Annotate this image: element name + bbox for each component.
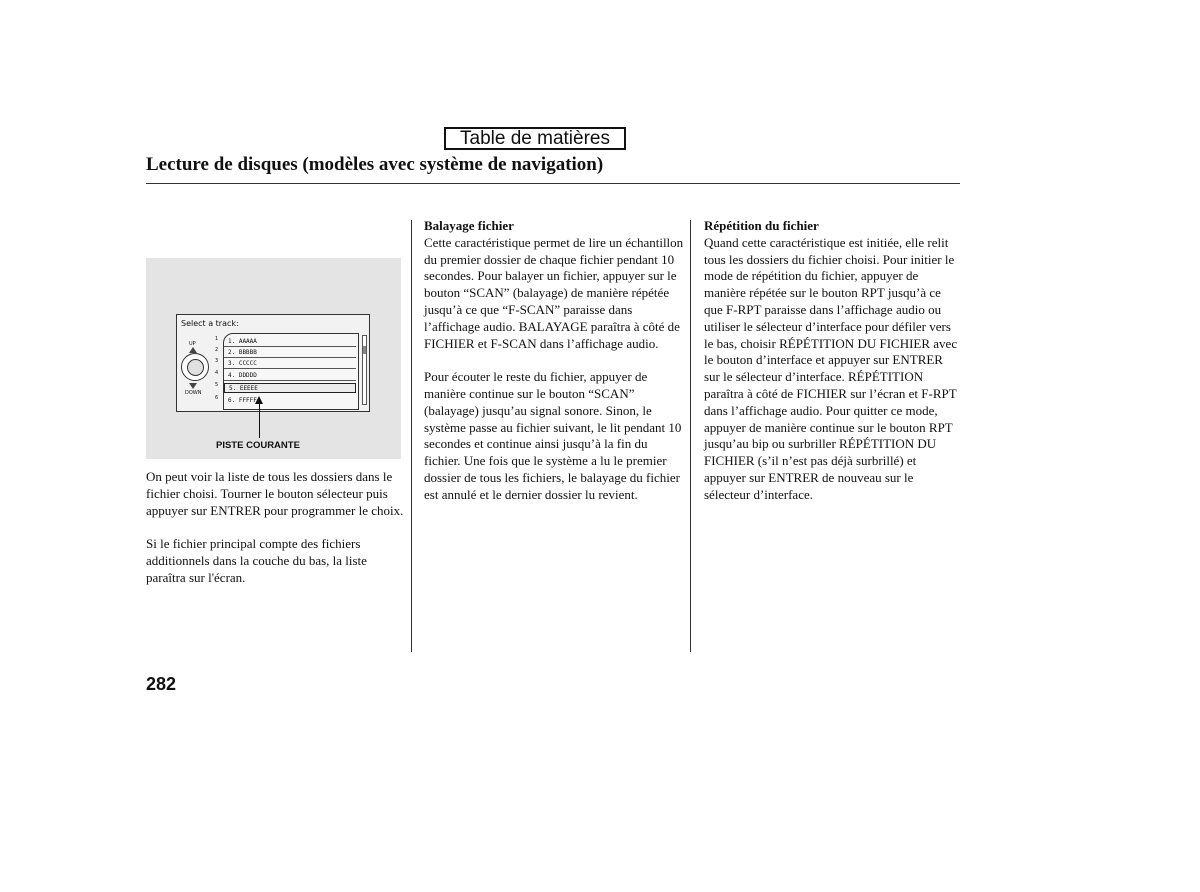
page-number: 282 <box>146 674 177 694</box>
side-number: 1 <box>215 336 219 342</box>
column-left <box>146 469 404 603</box>
up-label: UP <box>189 341 196 347</box>
screen-header: Select a track: <box>181 319 239 328</box>
track-item[interactable]: 6. FFFFF <box>228 397 257 404</box>
current-track-callout: PISTE COURANTE <box>216 440 300 451</box>
body-paragraph: Cette caractéristique permet de lire un échantillon du premier dossier de chaque fichier pendant 10 secondes. Pour balayer un fichier, appuyer sur le bouton “SCAN” (balayage) de manière répétée jusqu’à ce que “F-SCAN” paraisse dans l’affichage audio. BALAYAGE paraîtra à côté de FICHIER et F-SCAN dans l’affichage audio. <box>424 234 684 351</box>
track-item[interactable]: 2. BBBBB <box>224 348 356 358</box>
body-paragraph: Quand cette caractéristique est initiée, elle relit tous les dossiers du fichier choisi. Pour initier le mode de répétition du fichier, appuyer de manière répétée sur le bouton RPT jusqu’à ce que F-RPT paraisse dans l’affichage audio ou utiliser le sélecteur d’interface pour défiler vers le bas, choisir RÉPÉTITION DU FICHIER avec le bouton d’interface et appuyer sur ENTRER sur le sélecteur d’interface. RÉPÉTITION paraîtra à côté de FICHIER sur l’écran et F-RPT dans l’affichage audio. Pour quitter ce mode, appuyer de manière continue sur le bouton RPT jusqu’au bip ou surbriller RÉPÉTITION DU FICHIER (s’il n’est pas déjà surbrillé) et appuyer sur ENTRER de nouveau sur le sélecteur d’interface. <box>704 234 958 502</box>
table-of-contents-button[interactable]: Table de matières <box>444 127 626 150</box>
selector-knob-center-icon <box>187 359 204 376</box>
body-paragraph: Pour écouter le reste du fichier, appuyer de manière continue sur le bouton “SCAN” (balayage) jusqu’au signal sonore. Sinon, le système passe au fichier suivant, le lit pendant 10 secondes et continue ainsi jusqu’à la fin du fichier. Une fois que le système a lu le premier dossier de tous les fichiers, le balayage du fichier est annulé et le dernier dossier lu revient. <box>424 369 682 502</box>
side-number: 3 <box>215 358 219 364</box>
down-arrow-icon <box>189 383 197 389</box>
section-heading: Répétition du fichier <box>704 218 819 233</box>
body-paragraph: Si le fichier principal compte des fichiers additionnels dans la couche du bas, la liste paraîtra sur l'écran. <box>146 536 367 585</box>
side-number: 4 <box>215 370 219 376</box>
side-number: 2 <box>215 347 219 353</box>
scrollbar[interactable] <box>362 335 367 405</box>
page-title: Lecture de disques (modèles avec système de navigation) <box>146 154 604 175</box>
callout-line <box>259 400 260 438</box>
side-number: 6 <box>215 395 219 401</box>
column-divider <box>690 220 691 652</box>
body-paragraph: On peut voir la liste de tous les dossiers dans le fichier choisi. Tourner le bouton sélecteur puis appuyer sur ENTRER pour programmer le choix. <box>146 469 404 518</box>
down-label: DOWN <box>185 390 202 396</box>
track-item[interactable]: 1. AAAAA <box>224 337 356 347</box>
navigation-screen-figure <box>146 258 401 459</box>
side-number: 5 <box>215 382 219 388</box>
column-divider <box>411 220 412 652</box>
section-heading: Balayage fichier <box>424 218 514 233</box>
column-right <box>704 218 960 520</box>
title-divider <box>146 183 960 184</box>
audio-display-screen <box>176 314 370 412</box>
selector-knob-icon <box>181 353 209 381</box>
column-middle <box>424 218 684 520</box>
track-list <box>223 333 359 410</box>
current-track-item[interactable]: 5. EEEEE <box>224 383 356 393</box>
track-item[interactable]: 4. DDDDD <box>224 371 356 381</box>
scroll-thumb[interactable] <box>363 346 366 354</box>
track-item[interactable]: 3. CCCCC <box>224 359 356 369</box>
